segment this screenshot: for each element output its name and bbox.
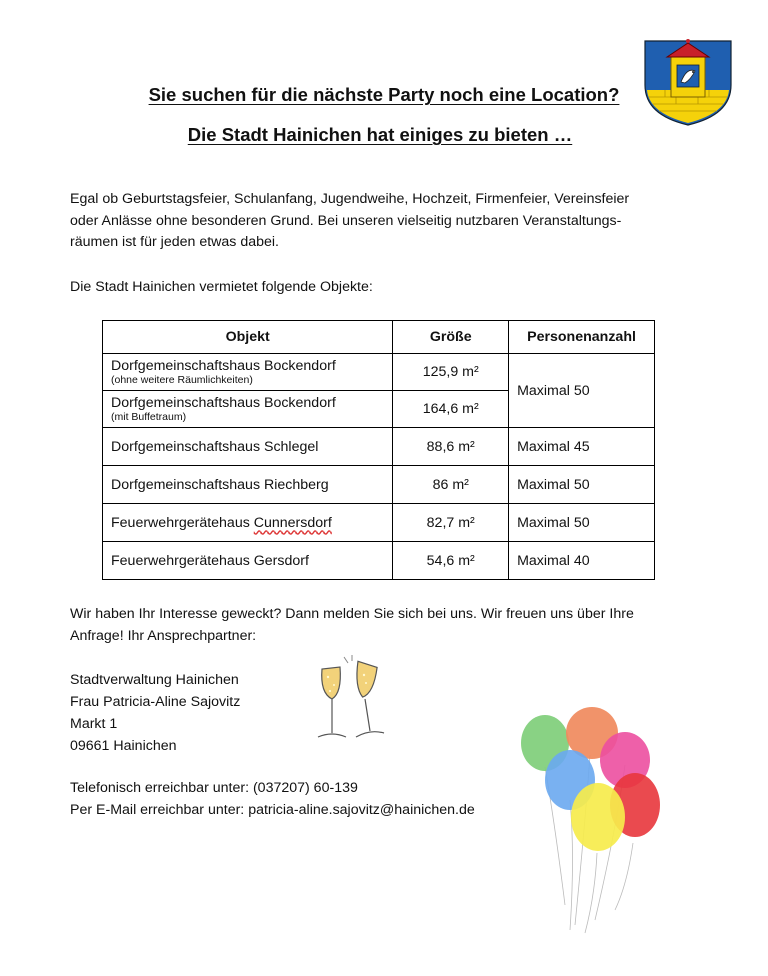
persons-cell: Maximal 45	[509, 428, 655, 466]
rental-intro: Die Stadt Hainichen vermietet folgende Objekte:	[70, 279, 373, 295]
table-row	[103, 542, 655, 580]
headline-offer: Die Stadt Hainichen hat einiges zu bieten …	[187, 124, 573, 145]
object-name: Dorfgemeinschaftshaus Bockendorf	[111, 357, 336, 374]
interest-line: Wir haben Ihr Interesse geweckt? Dann melden Sie sich bei uns. Wir freuen uns über Ihre	[70, 606, 634, 622]
address-street: Markt 1	[70, 716, 118, 732]
intro-line: räumen ist für jeden etwas dabei.	[70, 234, 279, 250]
object-cell: Feuerwehrgerätehaus Gersdorf	[103, 542, 393, 580]
contact-phone: Telefonisch erreichbar unter: (037207) 60-139	[70, 780, 358, 796]
object-cell	[103, 354, 393, 391]
persons-cell: Maximal 50	[509, 466, 655, 504]
object-name-prefix: Feuerwehrgerätehaus	[111, 514, 254, 531]
object-cell: Dorfgemeinschaftshaus Schlegel	[103, 428, 393, 466]
object-note: (ohne weitere Räumlichkeiten)	[111, 373, 253, 386]
object-cell	[103, 391, 393, 428]
column-header: Größe	[393, 321, 509, 354]
spellcheck-marked-word: Cunnersdorf	[253, 514, 332, 531]
intro-line: oder Anlässe ohne besonderen Grund. Bei unseren vielseitig nutzbaren Veranstaltungs-	[70, 212, 622, 229]
object-cell: Dorfgemeinschaftshaus Riechberg	[103, 466, 393, 504]
size-cell: 54,6 m²	[393, 542, 509, 580]
address-person: Frau Patricia-Aline Sajovitz	[70, 694, 241, 710]
coat-of-arms-icon	[641, 35, 735, 127]
object-note: (mit Buffetraum)	[111, 410, 187, 423]
rental-objects-table	[102, 320, 655, 580]
table-row	[103, 466, 655, 504]
address-org: Stadtverwaltung Hainichen	[70, 672, 239, 688]
object-cell	[103, 504, 393, 542]
address-block	[70, 669, 240, 757]
size-cell: 125,9 m²	[393, 354, 509, 391]
interest-line: Anfrage! Ihr Ansprechpartner:	[70, 627, 257, 644]
balloons-icon	[515, 705, 665, 935]
size-cell: 88,6 m²	[393, 428, 509, 466]
persons-cell: Maximal 50	[509, 354, 655, 428]
headline-question: Sie suchen für die nächste Party noch eine Location?	[148, 84, 620, 105]
column-header: Objekt	[103, 321, 393, 354]
table-row	[103, 428, 655, 466]
contact-block	[70, 777, 475, 821]
champagne-glasses-icon	[310, 653, 386, 745]
contact-email: Per E-Mail erreichbar unter: patricia-aline.sajovitz@hainichen.de	[70, 802, 475, 818]
persons-cell: Maximal 40	[509, 542, 655, 580]
table-row	[103, 354, 655, 391]
table-header-row	[103, 321, 655, 354]
intro-paragraph	[70, 189, 680, 254]
size-cell: 86 m²	[393, 466, 509, 504]
object-name: Dorfgemeinschaftshaus Bockendorf	[111, 394, 336, 411]
persons-cell: Maximal 50	[509, 504, 655, 542]
size-cell: 82,7 m²	[393, 504, 509, 542]
table-row	[103, 504, 655, 542]
interest-paragraph	[70, 604, 680, 647]
intro-line: Egal ob Geburtstagsfeier, Schulanfang, Jugendweihe, Hochzeit, Firmenfeier, Vereinsfeier	[70, 191, 630, 207]
address-city: 09661 Hainichen	[70, 738, 177, 754]
column-header: Personenanzahl	[509, 321, 655, 354]
size-cell: 164,6 m²	[393, 391, 509, 428]
